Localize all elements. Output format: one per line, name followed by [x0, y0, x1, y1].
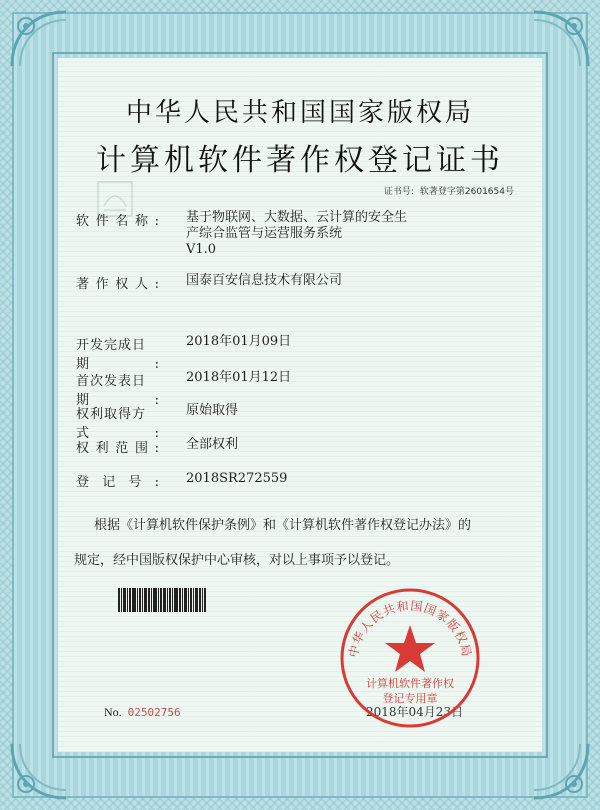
field-label: 登记号: [76, 475, 160, 490]
field-value: 2018年01月12日 [186, 370, 292, 385]
seal-ring-text: 中华人民共和国国家版权局 [346, 598, 474, 659]
serial-number-value: 02502756 [127, 706, 181, 719]
field-value: 国泰百安信息技术有限公司 [186, 273, 343, 288]
field-label: 权利取得方式: [76, 407, 160, 441]
corner-ornament-icon [4, 736, 74, 806]
field-value [186, 210, 516, 258]
field-value: 原始取得 [186, 403, 239, 418]
field-label: 首次发表日期: [76, 374, 160, 408]
statement-line-1: 根据《计算机软件保护条例》和《计算机软件著作权登记办法》的 [94, 518, 472, 533]
field-registration-number [76, 471, 288, 490]
field-label: 开发完成日期: [76, 338, 160, 372]
barcode-icon [118, 588, 218, 612]
certificate-number-label: 证书号: [383, 187, 414, 197]
corner-ornament-icon [4, 4, 74, 74]
statement-line-2: 规定，经中国版权保护中心审核，对以上事项予以登记。 [74, 553, 400, 568]
corner-ornament-icon [526, 736, 596, 806]
certificate-title: 计算机软件著作权登记证书 [96, 143, 504, 178]
field-value: 2018年01月09日 [186, 334, 292, 349]
issue-date: 2018年04月23日 [366, 705, 464, 719]
field-label: 著作权人: [76, 277, 160, 292]
field-rights-scope [76, 437, 239, 456]
issuing-authority: 中华人民共和国国家版权局 [125, 98, 474, 128]
serial-number [104, 705, 181, 720]
software-name-text: 基于物联网、大数据、云计算的安全生 产综合监管与运营服务系统 [186, 210, 408, 241]
field-software-name [76, 210, 408, 257]
seal-line-2: 登记专用章 [382, 692, 438, 705]
version-text: V1.0 [186, 242, 217, 257]
field-label: 权利范围: [76, 441, 160, 456]
serial-number-label: No. [104, 705, 122, 719]
field-copyright-owner [76, 273, 343, 292]
field-rights-acquisition [76, 403, 239, 441]
seal-line-1: 计算机软件著作权 [366, 677, 454, 690]
field-value: 2018SR272559 [186, 471, 288, 486]
corner-ornament-icon [526, 4, 596, 74]
certificate-number [378, 184, 514, 197]
field-label: 软件名称: [76, 214, 160, 229]
field-value: 全部权利 [186, 437, 239, 452]
certificate-number-value: 软著登字第2601654号 [419, 187, 514, 197]
official-seal-icon [335, 583, 485, 733]
field-dev-completion-date [76, 334, 292, 372]
